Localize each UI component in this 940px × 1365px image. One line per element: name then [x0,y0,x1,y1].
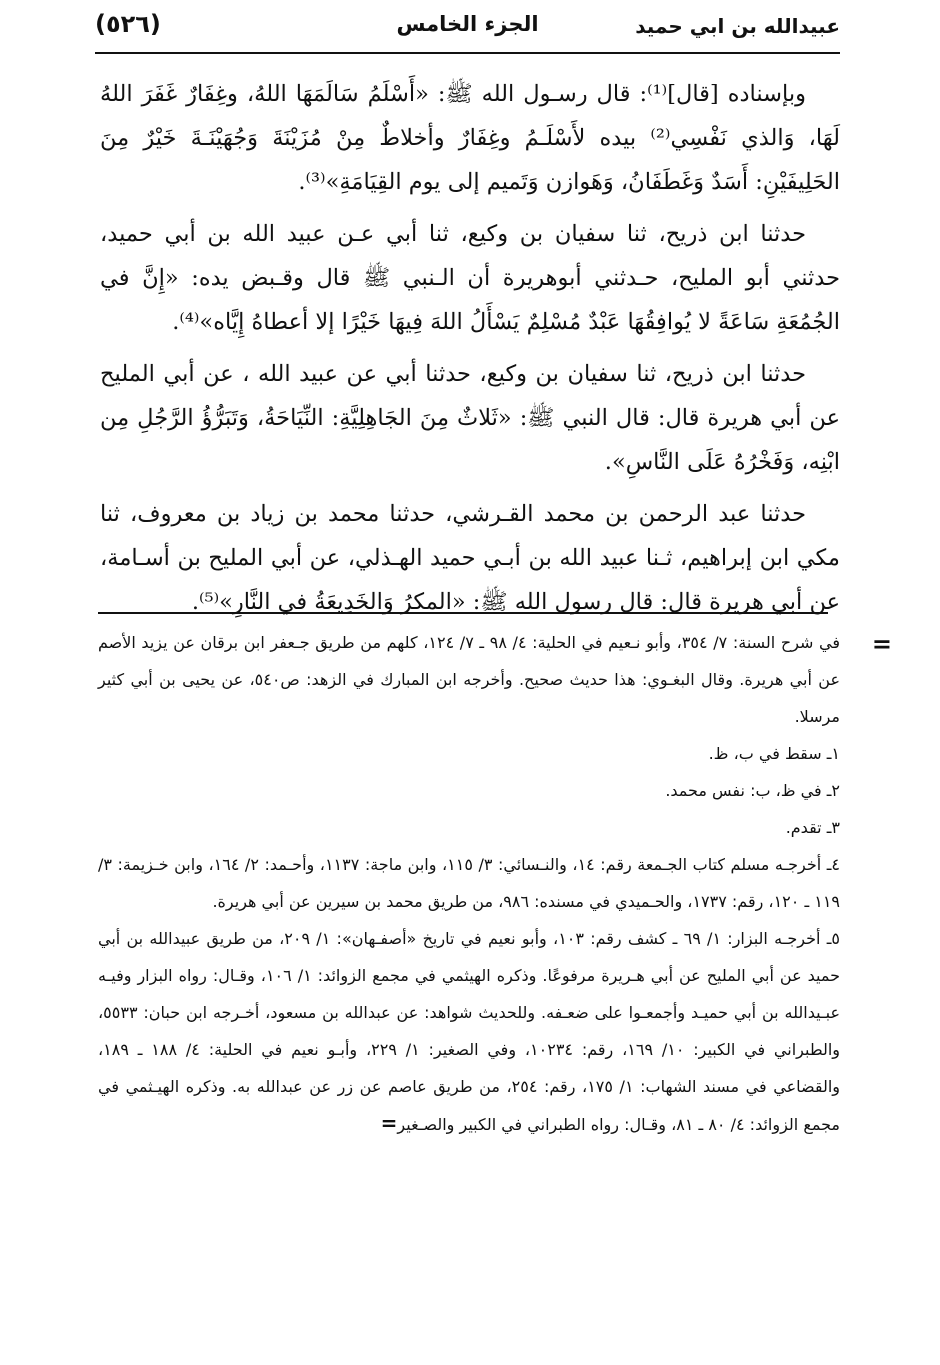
footnotes [98,624,892,1143]
footnote-item: ٥ـ أخرجـه البزار: ١/ ٦٩ ـ كشف رقم: ١٠٣، وأبو نعيم في تاريخ «أصفـهان»: ١/ ٢٠٩، من طريق عبيدالله بن أبي حميد عن أبي المليح عن أبي هـريرة مرفوعًا. وذكره الهيثمي في مجمع الزوائد: ١/ ١٠٦، وقـال: رواه البزار وفيـه عبـيدالله بن أبي حميـد وأجمعـوا على ضعـفه. وللحديث شواهد: عن عبدالله بن مسعود، أخـرجه ابن حبان: ٥٥٣٣، والطبراني في الكبير: ١٠/ ١٦٩، رقم: ١٠٢٣٤، وفي الصغير: ١/ ٢٢٩، وأبـو نعيم في الحلية: ٤/ ١٨٨ ـ ١٨٩، والقضاعي في مسند الشهاب: ١/ ١٧٥، رقم: ٢٥٤، من طريق عاصم عن زر عن عبدالله به. وذكره الهيـثمي في مجمع الزوائد: ٤/ ٨٠ ـ ٨١، وقـال: رواه الطبراني في الكبير والصـغير= [98,929,841,1135]
main-text [100,72,840,632]
hadith-paragraph: وبإسناده [قال]⁽¹⁾: قال رسـول الله ﷺ: «أَسْلَمُ سَالَمَهَا اللهُ، وغِفَارٌ غَفَرَ اللهُ لَهَا، وَالذي نَفْسِي⁽²⁾ بيده لأَسْلَـمُ وغِفَارٌ وأخلاطٌ مِنْ مُزَيْنَةَ وَجُهَيْنَـةَ خَيْرٌ مِنَ الحَلِيفَيْنِ: أَسَدٌ وَغَطَفَانُ، وَهَوازن وَتَميم إلى يوم القِيَامَةِ»⁽³⁾. [100,81,841,195]
footnote-item: ١ـ سقط في ب، ظ. [708,744,840,763]
hadith-paragraph: حدثنا ابن ذريح، ثنا سفيان بن وكيع، ثنا أبي عـن عبيد الله بن أبي حميد، حدثني أبو المليح، حـدثني أبوهريرة أن الـنبي ﷺ قال وقـبض يده: «إِنَّ في الجُمُعَةِ سَاعَةً لا يُوافِقُهَا عَبْدٌ مُسْلِمٌ يَسْأَلُ اللهَ فِيهَا خَيْرًا إلا أعطاهُ إِيَّاه»⁽⁴⁾. [100,221,840,335]
hadith-paragraph: حدثنا عبد الرحمن بن محمد القـرشي، حدثنا محمد بن زياد بن معروف، ثنا مكي ابن إبراهيم، ثـنا عبيد الله بن أبـي حميد الهـذلي، عن أبي المليح بن أسـامة، عن أبي هريرة قال: قال رسول الله ﷺ: «المكرُ وَالخَدِيعَةُ في النَّارِ»⁽⁵⁾. [100,501,840,615]
footnote-item: ٣ـ تقدم. [785,818,840,837]
page-number: (٥٢٦) [95,10,161,38]
footnote-item: ٢ـ في ظ، ب: نفس محمد. [665,781,840,800]
end-mark: = [380,1111,398,1135]
continuation-mark: = [871,630,892,658]
footnote-item: ٤ـ أخرجـه مسلم كتاب الجـمعة رقم: ١٤، والنـسائي: ٣/ ١١٥، وابن ماجة: ١١٣٧، وأحـمد: ٢/ ١٦٤، وابن خـزيمة: ٣/ ١١٩ ـ ١٢٠، رقم: ١٧٣٧، والحـميدي في مسنده: ٩٨٦، من طريق محمد بن سيرين عن أبي هريرة. [98,855,840,911]
book-title: عبيدالله بن ابي حميد [635,14,840,38]
footnote-item: في شرح السنة: ٧/ ٣٥٤، وأبو نـعيم في الحلية: ٤/ ٩٨ ـ ٧/ ١٢٤، كلهم من طريق جـعفر ابن برقان عن يزيد الأصم عن أبي هريرة. وقال البغـوي: هذا حديث صحيح. وأخرجه ابن المبارك في الزهد: ص٥٤٠، عن يحيى بن أبي كثير مرسلا. [98,633,841,726]
part-title: الجزء الخامس [396,12,539,36]
footnote-separator [98,612,828,614]
page-header [95,8,840,54]
hadith-paragraph: حدثنا ابن ذريح، ثنا سفيان بن وكيع، حدثنا أبي عن عبيد الله ، عن أبي المليح عن أبي هريرة قال: قال النبي ﷺ: «ثَلاثٌ مِنَ الجَاهِلِيَّةِ: النِّيَاحَةُ، وَتَبَرُّؤُ الرَّجُلِ مِن ابْنِه، وَفَخْرُهُ عَلَى النَّاسِ». [100,361,840,475]
